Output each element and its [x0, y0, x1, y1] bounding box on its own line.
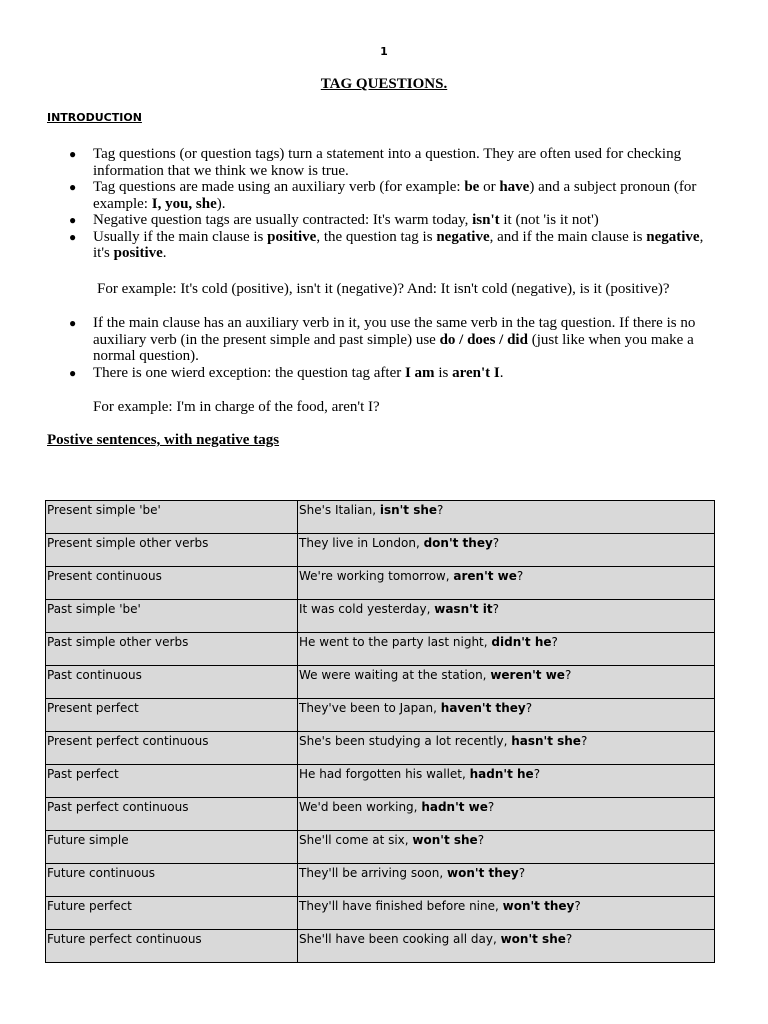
- example-sentence: We're working tomorrow,: [299, 569, 454, 583]
- bullet-text: .: [499, 364, 504, 381]
- page-number: 1: [380, 45, 388, 58]
- bullet-item: [69, 146, 723, 179]
- bullet-text: or: [479, 179, 500, 195]
- question-tag: hadn't he: [469, 767, 534, 781]
- bullet-item: [69, 228, 723, 262]
- bullet-text: There is one wierd exception: the question tag after: [93, 364, 405, 381]
- tense-cell: Present continuous: [46, 567, 298, 600]
- question-mark: ?: [516, 569, 524, 583]
- table-row: [46, 666, 715, 699]
- example-sentence: They've been to Japan,: [299, 701, 441, 715]
- bold-text: negative: [646, 228, 700, 245]
- table-row: [46, 633, 715, 666]
- example-sentence: She'll have been cooking all day,: [299, 932, 501, 946]
- tense-cell: Present perfect continuous: [46, 732, 298, 765]
- example-cell: [298, 765, 715, 798]
- table-row: [46, 765, 715, 798]
- example-sentence: We were waiting at the station,: [299, 668, 491, 682]
- example-cell: [298, 534, 715, 567]
- example-cell: [298, 699, 715, 732]
- example-cell: [298, 600, 715, 633]
- table-row: [46, 567, 715, 600]
- example-cell: [298, 864, 715, 897]
- question-mark: ?: [551, 635, 558, 649]
- bullet-icon: ●: [69, 229, 77, 244]
- question-tag: won't she: [500, 932, 566, 946]
- question-tag: hasn't she: [511, 734, 581, 748]
- example-cell: [298, 798, 715, 831]
- question-tag: won't she: [412, 833, 478, 847]
- table-row: [46, 864, 715, 897]
- question-tag: won't they: [502, 899, 575, 913]
- question-mark: ?: [518, 866, 526, 880]
- question-mark: ?: [487, 800, 495, 814]
- bullet-text: Tag questions are made using an auxiliary verb (for example:: [93, 179, 465, 195]
- document-title: TAG QUESTIONS.: [320, 76, 448, 92]
- bullet-text: Usually if the main clause is: [93, 228, 268, 245]
- example-cell: [298, 633, 715, 666]
- example-sentence: She's Italian,: [299, 503, 380, 517]
- tag-questions-table: [45, 500, 715, 963]
- introduction-heading: INTRODUCTION: [47, 111, 142, 124]
- table-row: [46, 831, 715, 864]
- question-tag: isn't she: [379, 503, 438, 517]
- tense-cell: Present simple other verbs: [46, 534, 298, 567]
- example-sentence: It was cold yesterday,: [299, 602, 435, 616]
- table-row: [46, 534, 715, 567]
- example-cell: [298, 666, 715, 699]
- tense-cell: Past simple other verbs: [46, 633, 298, 666]
- example-sentence: He went to the party last night,: [299, 635, 492, 649]
- bold-text: I, you, she: [151, 195, 217, 212]
- example-cell: [298, 897, 715, 930]
- tense-cell: Past perfect: [46, 765, 298, 798]
- bullet-text: , it's: [93, 228, 704, 261]
- example-cell: [298, 930, 715, 963]
- bold-text: positive: [113, 245, 163, 261]
- tense-cell: Future simple: [46, 831, 298, 864]
- question-tag: won't they: [447, 866, 519, 880]
- tense-cell: Past perfect continuous: [46, 798, 298, 831]
- bold-text: isn't: [472, 212, 500, 228]
- tense-cell: Future continuous: [46, 864, 298, 897]
- example-cell: [298, 732, 715, 765]
- bullet-item: [69, 364, 723, 382]
- bold-text: have: [499, 179, 530, 195]
- auxiliary-bullet-list: [69, 315, 723, 381]
- example-sentence: They'll have finished before nine,: [299, 899, 503, 913]
- question-tag: weren't we: [490, 668, 565, 682]
- question-tag: aren't we: [453, 569, 517, 583]
- bullet-item: [69, 212, 723, 229]
- question-mark: ?: [437, 503, 444, 517]
- bullet-text: If the main clause has an auxiliary verb in it, you use the same verb in the tag question. If there is no auxiliary verb (in the present simple and past simple) use: [93, 315, 696, 348]
- bullet-text: , the question tag is: [316, 228, 437, 245]
- table-row: [46, 501, 715, 534]
- table-row: [46, 897, 715, 930]
- tense-cell: Past simple 'be': [46, 600, 298, 633]
- bullet-icon: ●: [69, 213, 77, 227]
- bullet-text: Negative question tags are usually contracted: It's warm today,: [93, 212, 473, 228]
- question-mark: ?: [492, 602, 499, 616]
- section-heading: Postive sentences, with negative tags: [47, 432, 280, 448]
- bullet-text: (just like when you make a normal question).: [93, 331, 694, 364]
- question-mark: ?: [580, 734, 588, 748]
- bullet-text: , and if the main clause is: [489, 228, 647, 245]
- bold-text: positive: [267, 228, 317, 245]
- example-sentence: She'll come at six,: [299, 833, 413, 847]
- bullet-icon: ●: [69, 316, 77, 330]
- introduction-bullet-list: [69, 146, 723, 262]
- example-sentence: They live in London,: [299, 536, 424, 550]
- example-positive-negative: For example: It's cold (positive), isn't it (negative)? And: It isn't cold (negative), is it (positive)?: [97, 281, 670, 297]
- question-mark: ?: [565, 932, 573, 946]
- bold-text: aren't I: [452, 364, 500, 381]
- example-cell: [298, 567, 715, 600]
- question-tag: don't they: [423, 536, 493, 550]
- question-tag: haven't they: [440, 701, 526, 715]
- table-row: [46, 930, 715, 963]
- bold-text: I am: [404, 364, 435, 381]
- table-row: [46, 699, 715, 732]
- question-mark: ?: [492, 536, 500, 550]
- example-sentence: He had forgotten his wallet,: [299, 767, 470, 781]
- bold-text: do / does / did: [439, 331, 528, 348]
- example-aren-t-i: For example: I'm in charge of the food, aren't I?: [93, 399, 380, 415]
- question-mark: ?: [477, 833, 485, 847]
- bullet-text: ) and a subject pronoun (for example:: [93, 179, 697, 212]
- question-tag: wasn't it: [434, 602, 493, 616]
- bold-text: negative: [436, 228, 490, 245]
- example-sentence: She's been studying a lot recently,: [299, 734, 512, 748]
- bullet-icon: ●: [69, 147, 77, 161]
- bullet-text: it (not 'is it not'): [499, 212, 599, 228]
- question-tag: didn't he: [491, 635, 552, 649]
- bullet-text: .: [162, 245, 167, 261]
- question-mark: ?: [564, 668, 572, 682]
- tense-cell: Future perfect: [46, 897, 298, 930]
- bullet-item: [69, 179, 723, 212]
- question-mark: ?: [574, 899, 581, 913]
- bold-text: be: [464, 179, 480, 195]
- example-cell: [298, 831, 715, 864]
- tense-cell: Past continuous: [46, 666, 298, 699]
- tense-cell: Present perfect: [46, 699, 298, 732]
- bullet-text: Tag questions (or question tags) turn a statement into a question. They are often used for checking information that we think we know is true.: [93, 146, 682, 179]
- bullet-icon: ●: [69, 180, 77, 194]
- example-sentence: We'd been working,: [299, 800, 422, 814]
- example-sentence: They'll be arriving soon,: [299, 866, 448, 880]
- tense-cell: Present simple 'be': [46, 501, 298, 534]
- bullet-text: is: [434, 364, 453, 381]
- table-row: [46, 798, 715, 831]
- example-cell: [298, 501, 715, 534]
- tense-cell: Future perfect continuous: [46, 930, 298, 963]
- question-mark: ?: [525, 701, 533, 715]
- bullet-text: ).: [216, 195, 226, 212]
- question-tag: hadn't we: [421, 800, 488, 814]
- bullet-item: [69, 315, 723, 365]
- bullet-icon: ●: [69, 365, 77, 380]
- table-row: [46, 600, 715, 633]
- question-mark: ?: [533, 767, 541, 781]
- table-row: [46, 732, 715, 765]
